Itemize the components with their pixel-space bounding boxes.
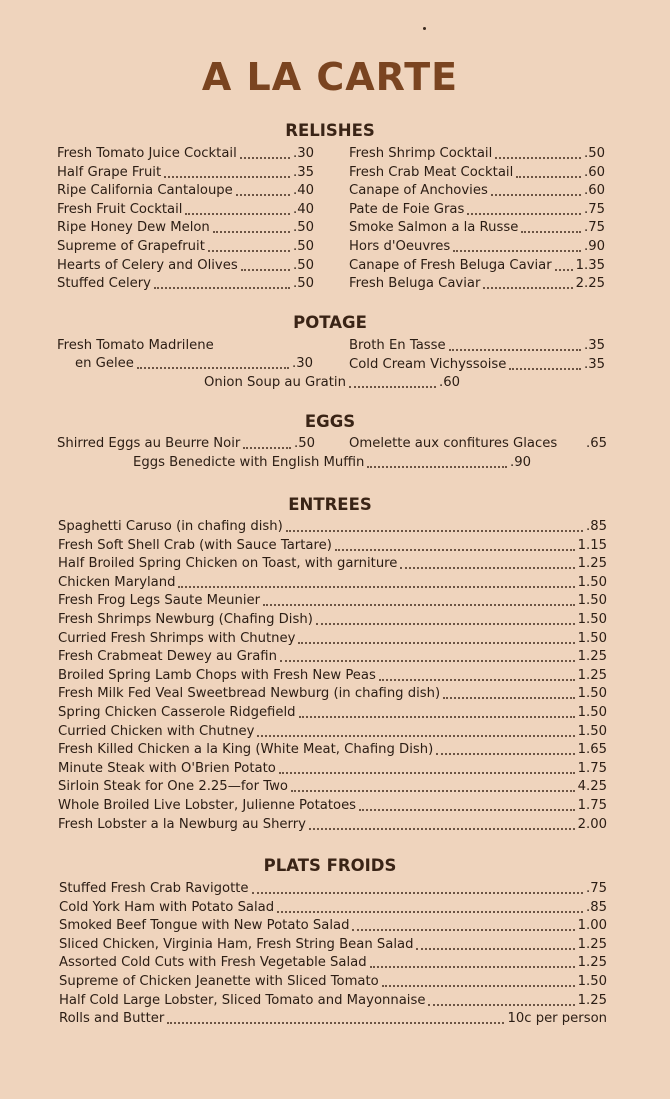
menu-item xyxy=(58,518,607,536)
menu-item-price: 1.50 xyxy=(577,574,607,590)
menu-item-name: Fresh Killed Chicken a la King (White Meat, Chafing Dish) xyxy=(58,742,434,758)
dot-leader xyxy=(359,809,575,811)
menu-item-name: Spring Chicken Casserole Ridgefield xyxy=(58,705,296,720)
menu-item xyxy=(349,356,605,374)
menu-item-name: Minute Steak with O'Brien Potato xyxy=(58,760,276,776)
menu-item xyxy=(57,145,314,163)
menu-item-price: .50 xyxy=(293,257,314,273)
menu-item-price: .50 xyxy=(584,146,605,161)
menu-item xyxy=(58,778,607,796)
menu-item xyxy=(57,435,315,453)
menu-item-price: 1.75 xyxy=(577,760,607,776)
menu-item-name: en Gelee xyxy=(75,356,134,371)
menu-item-price: 1.00 xyxy=(577,918,607,934)
dot-leader xyxy=(400,567,574,569)
menu-item-name: Canape of Anchovies xyxy=(349,183,488,199)
menu-item-price: .35 xyxy=(293,164,314,180)
menu-item xyxy=(58,760,607,778)
menu-item xyxy=(349,435,607,453)
menu-item-price: .35 xyxy=(584,356,605,372)
dot-leader xyxy=(286,530,583,532)
menu-item-price: 2.00 xyxy=(577,816,607,832)
menu-item-name: Fresh Frog Legs Saute Meunier xyxy=(58,593,261,609)
dot-leader xyxy=(495,157,581,159)
menu-item-price: 1.25 xyxy=(577,992,607,1008)
menu-item-name: Half Grape Fruit xyxy=(57,164,162,180)
menu-item-name: Fresh Tomato Juice Cocktail xyxy=(57,146,237,161)
menu-item xyxy=(58,816,607,834)
menu-item-price: 1.50 xyxy=(577,593,607,609)
menu-item-name: Stuffed Fresh Crab Ravigotte xyxy=(59,881,249,896)
dot-leader xyxy=(443,697,574,699)
menu-item-name: Fresh Tomato Madrilene xyxy=(57,338,214,353)
menu-item-price: 1.50 xyxy=(577,686,607,702)
menu-item-price: .30 xyxy=(292,356,313,371)
menu-item xyxy=(133,454,531,472)
menu-item-name: Sliced Chicken, Virginia Ham, Fresh String Bean Salad xyxy=(59,936,414,952)
menu-item-name: Fresh Soft Shell Crab (with Sauce Tartare) xyxy=(58,537,332,553)
menu-item-name: Omelette aux confitures Glaces xyxy=(349,436,558,451)
menu-item-name: Cold York Ham with Potato Salad xyxy=(59,899,275,915)
dot-leader xyxy=(521,231,581,233)
menu-item-name: Smoked Beef Tongue with New Potato Salad xyxy=(59,918,350,934)
menu-item-name: Fresh Fruit Cocktail xyxy=(57,201,183,217)
menu-item-name: Ripe California Cantaloupe xyxy=(57,183,233,199)
menu-item-name: Half Cold Large Lobster, Sliced Tomato and Mayonnaise xyxy=(59,992,426,1008)
eggs-heading: EGGS xyxy=(304,412,356,431)
menu-item-name: Whole Broiled Live Lobster, Julienne Potatoes xyxy=(58,798,357,813)
menu-item xyxy=(204,374,460,392)
menu-item xyxy=(58,630,607,648)
dot-leader xyxy=(178,586,574,588)
menu-item-name: Broth En Tasse xyxy=(349,338,446,353)
dot-leader xyxy=(243,447,291,449)
menu-item-name: Fresh Beluga Caviar xyxy=(349,276,481,292)
menu-item-price: 1.50 xyxy=(577,612,607,627)
menu-item xyxy=(57,275,314,293)
dot-leader xyxy=(213,231,290,233)
dot-leader xyxy=(154,287,290,289)
menu-item-name: Supreme of Chicken Jeanette with Sliced Tomato xyxy=(59,974,379,989)
menu-item-price: .35 xyxy=(584,338,605,353)
menu-item-price: .30 xyxy=(293,146,314,161)
dot-leader xyxy=(335,549,575,551)
menu-item-name: Chicken Maryland xyxy=(58,574,176,590)
potage-heading: POTAGE xyxy=(293,313,367,332)
menu-item-price: .40 xyxy=(293,183,314,199)
menu-item xyxy=(59,936,607,954)
dot-leader xyxy=(252,892,583,894)
menu-item-price: .90 xyxy=(584,239,605,254)
menu-item xyxy=(349,238,605,256)
dot-leader xyxy=(509,368,581,370)
menu-item-name: Spaghetti Caruso (in chafing dish) xyxy=(58,519,283,534)
menu-item-price: 2.25 xyxy=(575,276,605,292)
menu-item-price: 1.25 xyxy=(577,936,607,952)
dot-leader xyxy=(257,735,574,737)
menu-item xyxy=(349,145,605,163)
page-title: A LA CARTE xyxy=(201,55,459,99)
menu-item-name: Canape of Fresh Beluga Caviar xyxy=(349,257,552,273)
dot-leader xyxy=(428,1004,574,1006)
menu-item xyxy=(57,219,314,237)
menu-item-name: Stuffed Celery xyxy=(57,276,151,292)
menu-item xyxy=(75,355,313,373)
menu-item-name: Supreme of Grapefruit xyxy=(57,239,205,254)
menu-item xyxy=(58,723,607,741)
menu-item-name: Fresh Crab Meat Cocktail xyxy=(349,164,514,180)
menu-item-name: Curried Chicken with Chutney xyxy=(58,723,255,739)
dot-leader xyxy=(436,753,574,755)
menu-item-name: Eggs Benedicte with English Muffin xyxy=(133,455,365,470)
menu-item xyxy=(58,555,607,573)
menu-item-name: Fresh Shrimp Cocktail xyxy=(349,146,493,161)
menu-item-name: Hearts of Celery and Olives xyxy=(57,257,238,273)
menu-item-price: 1.25 xyxy=(577,667,607,683)
dot-leader xyxy=(483,287,572,289)
relishes-heading: RELISHES xyxy=(285,121,375,140)
menu-item xyxy=(57,182,314,200)
menu-item xyxy=(349,275,605,293)
menu-item-price: .50 xyxy=(293,220,314,236)
menu-item xyxy=(59,992,607,1010)
menu-item-name: Rolls and Butter xyxy=(59,1011,165,1027)
menu-item-name: Cold Cream Vichyssoise xyxy=(349,356,507,372)
dot-leader xyxy=(299,716,575,718)
menu-item xyxy=(58,611,607,629)
menu-item-name: Fresh Milk Fed Veal Sweetbread Newburg (in chafing dish) xyxy=(58,686,441,702)
dot-leader xyxy=(555,269,573,271)
menu-item-price: .60 xyxy=(584,183,605,199)
menu-item-name: Ripe Honey Dew Melon xyxy=(57,220,210,236)
menu-item-name: Fresh Shrimps Newburg (Chafing Dish) xyxy=(58,612,313,627)
plats-froids-heading: PLATS FROIDS xyxy=(263,856,397,875)
menu-item-name: Onion Soup au Gratin xyxy=(204,375,346,390)
entrees-heading: ENTREES xyxy=(288,495,372,514)
dot-leader xyxy=(382,985,575,987)
menu-item xyxy=(58,741,607,759)
menu-item-name: Half Broiled Spring Chicken on Toast, with garniture xyxy=(58,556,398,572)
menu-item xyxy=(349,219,605,237)
menu-item xyxy=(58,667,607,685)
menu-item-price: 1.25 xyxy=(577,955,607,971)
menu-item-price: .90 xyxy=(510,455,531,470)
paper-speck xyxy=(423,27,426,30)
dot-leader xyxy=(516,176,581,178)
menu-item-price: 1.35 xyxy=(575,257,605,273)
menu-item xyxy=(59,1010,607,1028)
menu-item xyxy=(58,537,607,555)
dot-leader xyxy=(236,194,290,196)
dot-leader xyxy=(491,194,581,196)
dot-leader xyxy=(208,250,290,252)
menu-item xyxy=(58,592,607,610)
menu-item-price: .75 xyxy=(586,881,607,896)
dot-leader xyxy=(453,250,581,252)
menu-item xyxy=(58,648,607,666)
dot-leader xyxy=(291,790,575,792)
dot-leader xyxy=(137,367,289,369)
menu-item xyxy=(59,954,607,972)
menu-item-price: .85 xyxy=(586,899,607,915)
menu-item-price: 1.75 xyxy=(577,798,607,813)
menu-item-price: .65 xyxy=(586,436,607,451)
dot-leader xyxy=(352,929,574,931)
menu-item-name: Fresh Lobster a la Newburg au Sherry xyxy=(58,816,306,832)
menu-item-name: Curried Fresh Shrimps with Chutney xyxy=(58,630,296,646)
dot-leader xyxy=(279,772,575,774)
menu-item-name: Shirred Eggs au Beurre Noir xyxy=(57,436,241,451)
dot-leader xyxy=(316,623,575,625)
menu-item-name: Fresh Crabmeat Dewey au Grafin xyxy=(58,649,277,665)
dot-leader xyxy=(467,213,581,215)
menu-item-price: 10c per person xyxy=(507,1011,607,1027)
menu-item-name: Smoke Salmon a la Russe xyxy=(349,220,519,236)
menu-item xyxy=(59,973,607,991)
menu-item-price: .75 xyxy=(584,201,605,217)
menu-item xyxy=(59,880,607,898)
dot-leader xyxy=(349,386,436,388)
menu-item xyxy=(349,182,605,200)
menu-item-price: .40 xyxy=(293,201,314,217)
menu-item xyxy=(349,337,605,355)
menu-item-price: .60 xyxy=(584,164,605,180)
menu-item-price: 1.25 xyxy=(577,556,607,572)
menu-item-price: .75 xyxy=(584,220,605,236)
menu-item-name: Broiled Spring Lamb Chops with Fresh New Peas xyxy=(58,667,376,683)
dot-leader xyxy=(367,466,507,468)
menu-item xyxy=(57,164,314,182)
menu-item xyxy=(349,257,605,275)
menu-item xyxy=(57,238,314,256)
menu-item xyxy=(349,164,605,182)
menu-item-price: 1.50 xyxy=(577,723,607,739)
menu-item xyxy=(349,201,605,219)
dot-leader xyxy=(164,176,290,178)
dot-leader xyxy=(370,966,575,968)
menu-item xyxy=(58,574,607,592)
dot-leader xyxy=(263,604,575,606)
menu-item-price: .85 xyxy=(586,519,607,534)
dot-leader xyxy=(298,642,574,644)
menu-item-price: 1.65 xyxy=(577,742,607,758)
menu-item-name: Assorted Cold Cuts with Fresh Vegetable Salad xyxy=(59,955,367,971)
menu-item xyxy=(57,257,314,275)
dot-leader xyxy=(241,269,290,271)
dot-leader xyxy=(277,911,583,913)
menu-item-price: .60 xyxy=(439,375,460,390)
dot-leader xyxy=(280,660,575,662)
menu-item-price: .50 xyxy=(293,239,314,254)
dot-leader xyxy=(240,157,290,159)
dot-leader xyxy=(185,213,290,215)
menu-item-price: 1.50 xyxy=(577,630,607,646)
menu-item-price: 1.50 xyxy=(577,705,607,720)
menu-item xyxy=(59,917,607,935)
menu-item-price: 4.25 xyxy=(577,779,607,795)
menu-item-name: Sirloin Steak for One 2.25—for Two xyxy=(58,779,288,795)
dot-leader xyxy=(167,1022,504,1024)
menu-item-price: 1.15 xyxy=(577,537,607,553)
menu-item xyxy=(58,704,607,722)
menu-item xyxy=(57,201,314,219)
menu-item-name: Pate de Foie Gras xyxy=(349,201,465,217)
menu-item-name: Hors d'Oeuvres xyxy=(349,239,451,254)
menu-item-price: .50 xyxy=(293,276,314,292)
menu-item-price: 1.50 xyxy=(577,974,607,989)
dot-leader xyxy=(309,828,575,830)
menu-item xyxy=(58,685,607,703)
menu-item-price: 1.25 xyxy=(577,649,607,665)
dot-leader xyxy=(379,679,575,681)
dot-leader xyxy=(416,948,574,950)
dot-leader xyxy=(449,349,581,351)
menu-item xyxy=(58,797,607,815)
menu-item-price: .50 xyxy=(294,436,315,451)
menu-item xyxy=(59,899,607,917)
